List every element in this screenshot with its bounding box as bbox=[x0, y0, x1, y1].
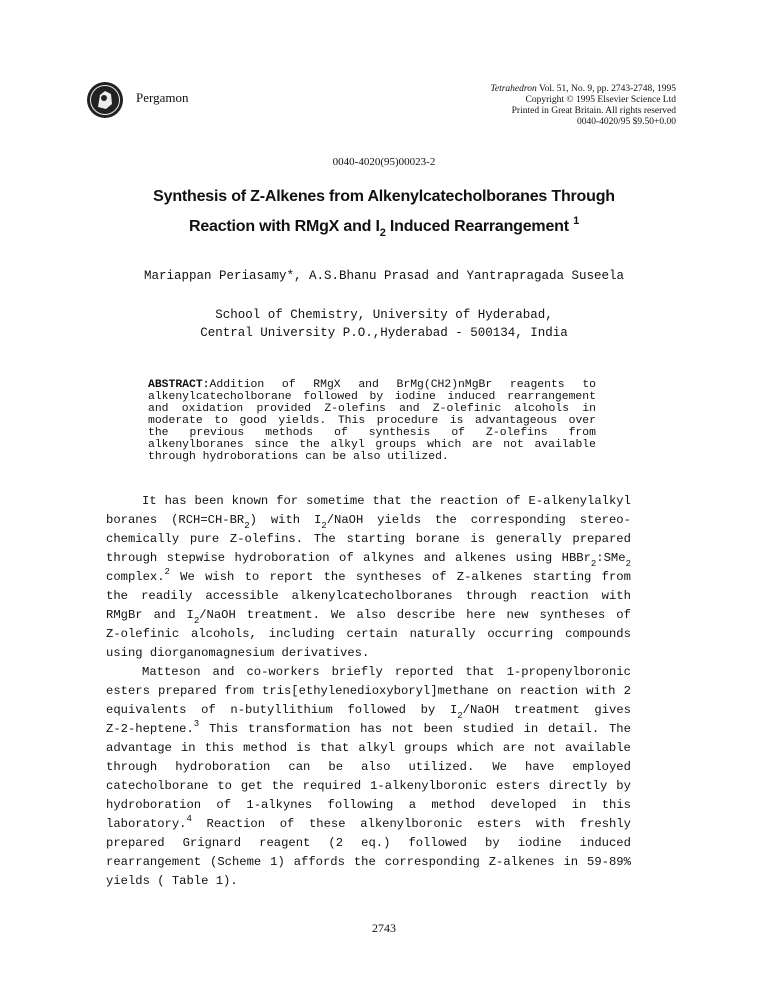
article-doi: 0040-4020(95)00023-2 bbox=[332, 156, 436, 168]
journal-details: Vol. 51, No. 9, pp. 2743-2748, 1995 bbox=[536, 84, 676, 94]
abstract-line: the previous methods of synthesis of Z-olefins from bbox=[148, 427, 596, 439]
abstract-line: alkenylboranes since the alkyl groups which are not available bbox=[148, 439, 596, 451]
body-line: catecholborane to get the required 1-alkenylboronic esters directly by bbox=[106, 779, 631, 793]
journal-citation bbox=[416, 84, 676, 95]
footnote-ref: 1 bbox=[573, 215, 580, 227]
body-line: advantage in this method is that alkyl groups which are not available bbox=[106, 741, 631, 755]
abstract bbox=[148, 379, 596, 463]
abstract-line: alkenylcatecholborane followed by iodine induced rearrangement bbox=[148, 391, 596, 403]
pergamon-logo bbox=[85, 80, 125, 120]
body-line: through hydroboration can be also utilized. We have employed bbox=[106, 760, 631, 774]
printed-line: Printed in Great Britain. All rights reserved bbox=[511, 106, 676, 116]
abstract-label: ABSTRACT: bbox=[148, 379, 210, 391]
publisher-name: Pergamon bbox=[136, 90, 189, 105]
author-list: Mariappan Periasamy*, A.S.Bhanu Prasad and Yantrapragada Suseela bbox=[143, 269, 625, 283]
body-text bbox=[106, 492, 631, 891]
body-line: prepared Grignard reagent (2 eq.) followed by iodine induced bbox=[106, 836, 631, 850]
paper-title-line2: Reaction with RMgX and $I_2$ Induced Rearrangement $^1$ bbox=[188, 215, 580, 239]
body-line: yields ( Table 1). bbox=[106, 874, 238, 888]
body-line: boranes $(RCH=CH-BR_2)$ with $I_2$/NaOH yields the corresponding stereo- bbox=[106, 513, 631, 531]
journal-info bbox=[416, 84, 676, 128]
body-line: using diorganomagnesium derivatives. bbox=[106, 646, 370, 660]
body-line: chemically pure Z-olefins. The starting borane is generally prepared bbox=[106, 532, 631, 546]
affiliation-line1: School of Chemistry, University of Hyderabad, bbox=[215, 308, 553, 322]
body-line: It has been known for sometime that the reaction of E-alkenylalkyl bbox=[142, 494, 631, 508]
body-line: Z-olefinic alcohols, including certain naturally occurring compounds bbox=[106, 627, 631, 641]
body-line: complex.$^2$ We wish to report the syntheses of Z-alkenes starting from bbox=[106, 567, 631, 584]
body-line: hydroboration of 1-alkynes following a method developed in this bbox=[106, 798, 631, 812]
abstract-line: moderate to good yields. This procedure is advantageous over bbox=[148, 415, 596, 427]
abstract-line: through hydroborations can be also utilized. bbox=[148, 451, 449, 463]
body-line: rearrangement (Scheme 1) affords the corresponding Z-alkenes in 59-89% bbox=[106, 855, 631, 869]
abstract-line: and oxidation provided Z-olefins and Z-olefinic alcohols in bbox=[148, 403, 596, 415]
body-line: esters prepared from tris[ethylenedioxyboryl]methane on reaction with 2 bbox=[106, 684, 631, 698]
body-line: RMgBr and $I_2$/NaOH treatment. We also describe here new syntheses of bbox=[106, 608, 631, 626]
body-line: the readily accessible alkenylcatecholboranes through reaction with bbox=[106, 589, 631, 603]
abstract-line: ABSTRACT: Addition of RMgX and BrMg(CH2)nMgBr reagents to bbox=[148, 379, 596, 391]
affiliation-line2: Central University P.O.,Hyderabad - 500134, India bbox=[200, 326, 568, 340]
body-line: Z-2-heptene.$^3$ This transformation has not been studied in detail. The bbox=[106, 719, 631, 736]
body-line: laboratory.$^4$ Reaction of these alkenylboronic esters with freshly bbox=[106, 814, 631, 831]
paper-title-line1: Synthesis of Z-Alkenes from Alkenylcatecholboranes Through bbox=[153, 188, 615, 205]
page-number: 2743 bbox=[372, 921, 396, 935]
body-line: through stepwise hydroboration of alkynes and alkenes using HBBr$_2$:SMe$_2$ bbox=[106, 551, 631, 569]
issn-line: 0040-4020/95 $9.50+0.00 bbox=[576, 117, 676, 127]
body-line: Matteson and co-workers briefly reported that 1-propenylboronic bbox=[142, 665, 631, 679]
journal-name: Tetrahedron bbox=[490, 84, 537, 94]
body-line: equivalents of n-butyllithium followed by $I_2$/NaOH treatment gives bbox=[106, 703, 631, 721]
copyright-line: Copyright © 1995 Elsevier Science Ltd bbox=[525, 95, 676, 105]
